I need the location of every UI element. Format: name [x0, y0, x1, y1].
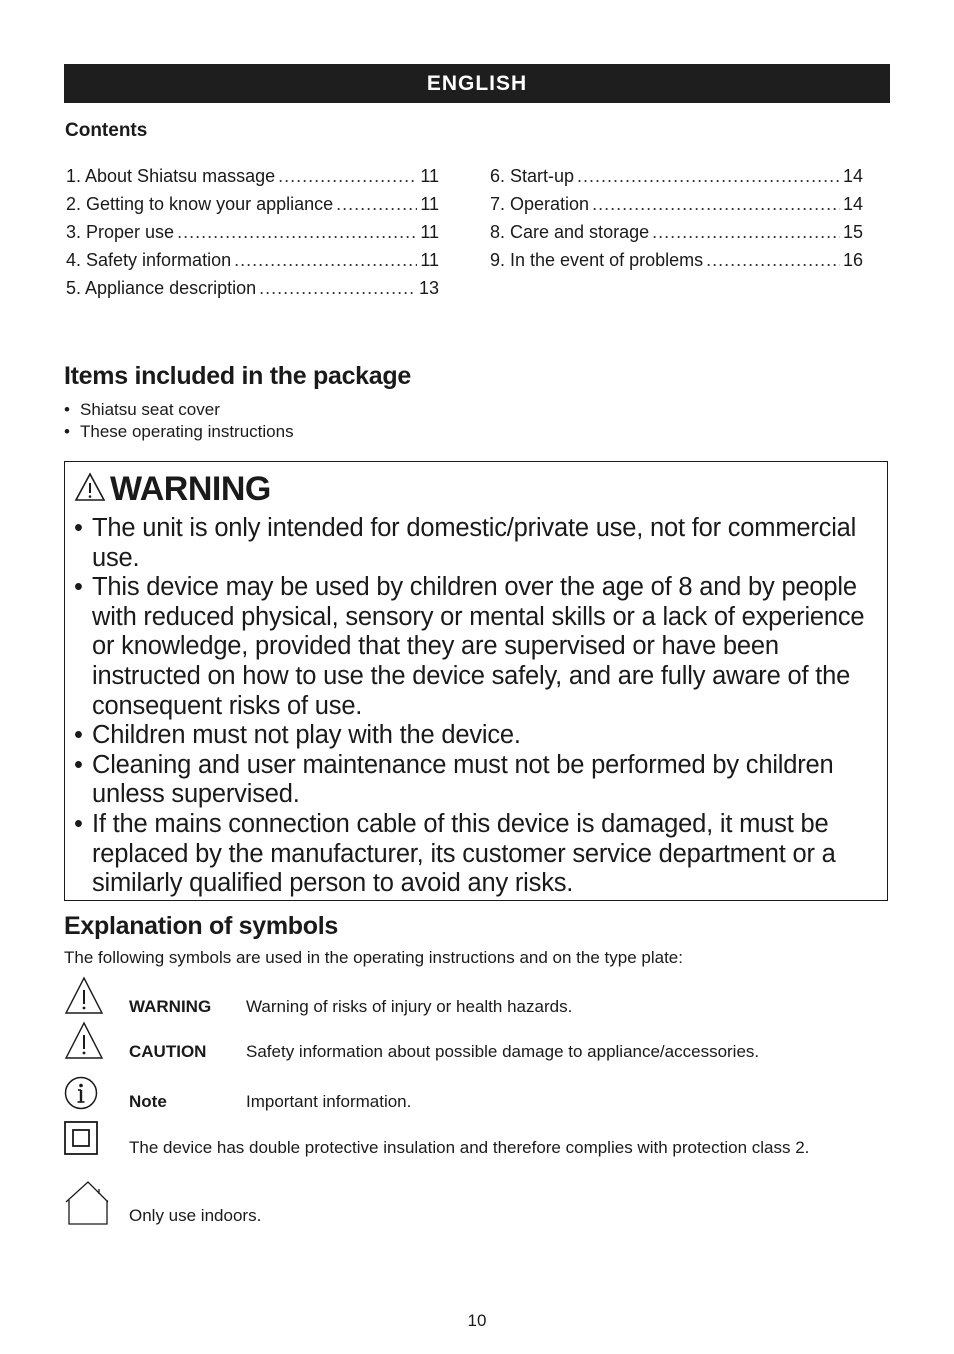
- caution-triangle-icon: [64, 1021, 104, 1066]
- language-header: [64, 64, 890, 103]
- toc-entry[interactable]: 2. Getting to know your appliance ..... 11: [66, 194, 439, 222]
- warning-triangle-icon: [64, 976, 104, 1021]
- symbols-intro: The following symbols are used in the operating instructions and on the type plate:: [64, 948, 683, 967]
- toc-entry[interactable]: 5. Appliance description ..... 13: [66, 278, 439, 306]
- toc-entry[interactable]: 6. Start-up ..... 14: [490, 166, 863, 194]
- warning-triangle-icon: [74, 472, 106, 507]
- page-number: 10: [467, 1311, 487, 1330]
- warning-heading: [74, 470, 271, 509]
- symbol-term: Note: [129, 1092, 167, 1111]
- package-title: Items included in the package: [64, 362, 411, 390]
- symbol-description: Safety information about possible damage to appliance/accessories.: [246, 1042, 760, 1061]
- warning-box: [64, 461, 888, 901]
- symbol-description: Warning of risks of injury or health hazards.: [246, 997, 573, 1016]
- toc-entry[interactable]: 9. In the event of problems ..... 16: [490, 250, 863, 278]
- warning-title: WARNING: [110, 470, 271, 508]
- toc-entry[interactable]: 4. Safety information ..... 11: [66, 250, 439, 278]
- toc-entry[interactable]: 7. Operation ..... 14: [490, 194, 863, 222]
- toc-entry[interactable]: 8. Care and storage ..... 15: [490, 222, 863, 250]
- toc-right-column: [490, 166, 863, 278]
- warning-list: [74, 514, 879, 899]
- double-insulation-icon: [64, 1121, 98, 1160]
- symbols-title: Explanation of symbols: [64, 912, 339, 940]
- language-label: ENGLISH: [426, 71, 528, 95]
- list-item: • If the mains connection cable of this device is damaged, it must be replaced by the manufacturer, its customer service department or a similarly qualified person to avoid any risks.: [74, 810, 879, 899]
- list-item: • This device may be used by children over the age of 8 and by people with reduced physical, sensory or mental skills or a lack of experience or knowledge, provided that they are supervised or have been instructed on how to use the device safely, and are fully aware of the consequent risks of use.: [74, 573, 879, 721]
- list-item: • Shiatsu seat cover: [64, 399, 294, 421]
- list-item: • Cleaning and user maintenance must not be performed by children unless supervised.: [74, 751, 879, 810]
- toc-entry[interactable]: 3. Proper use ..... 11: [66, 222, 439, 250]
- symbol-term: CAUTION: [129, 1042, 207, 1061]
- house-icon: [64, 1180, 110, 1231]
- symbol-description: Important information.: [246, 1092, 412, 1111]
- list-item: • These operating instructions: [64, 421, 294, 443]
- symbol-term: WARNING: [129, 997, 212, 1016]
- symbol-description: The device has double protective insulation and therefore complies with protection class 2.: [129, 1138, 810, 1157]
- list-item: • The unit is only intended for domestic/private use, not for commercial use.: [74, 514, 879, 573]
- list-item: • Children must not play with the device.: [74, 721, 879, 751]
- toc-left-column: [66, 166, 439, 306]
- toc-entry[interactable]: 1. About Shiatsu massage ..... 11: [66, 166, 439, 194]
- info-icon: [64, 1076, 98, 1115]
- symbol-description: Only use indoors.: [129, 1206, 262, 1225]
- package-list: [64, 399, 294, 443]
- contents-title: Contents: [65, 120, 148, 141]
